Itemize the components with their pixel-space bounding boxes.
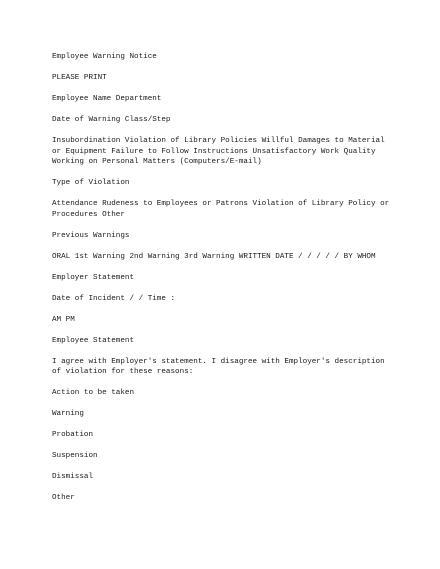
agreement-text: I agree with Employer's statement. I disagree with Employer's description of violation for these reasons: [52,357,390,376]
action-probation: Probation [52,431,94,439]
am-pm-line: AM PM [52,315,75,324]
document-body [52,52,392,514]
violation-categories-text: Insubordination Violation of Library Policies Willful Damages to Material or Equipment Failure to Follow Instructions Unsatisfactory Work Quality Working on Personal Matters (Computers/E-mail) [52,137,390,166]
document-title: Employee Warning Notice [52,53,157,61]
type-of-violation-heading: Type of Violation [52,179,130,187]
violation-types-text: Attendance Rudeness to Employees or Patrons Violation of Library Policy or Procedures Other [52,200,394,219]
previous-warnings-heading: Previous Warnings [52,231,130,240]
warnings-history-line: ORAL 1st Warning 2nd Warning 3rd Warning WRITTEN DATE / / / / / BY WHOM [52,252,376,261]
employer-statement-heading: Employer Statement [52,273,135,282]
print-instruction: PLEASE PRINT [52,74,107,82]
action-dismissal: Dismissal [52,473,94,481]
date-class-step-label: Date of Warning Class/Step [52,116,171,124]
action-other: Other [52,494,75,502]
employee-statement-heading: Employee Statement [52,336,135,345]
action-warning: Warning [52,410,84,418]
action-suspension: Suspension [52,452,98,460]
incident-date-time-line: Date of Incident / / Time : [52,294,176,303]
action-to-be-taken-heading: Action to be taken [52,389,135,397]
employee-name-department-label: Employee Name Department [52,95,162,103]
